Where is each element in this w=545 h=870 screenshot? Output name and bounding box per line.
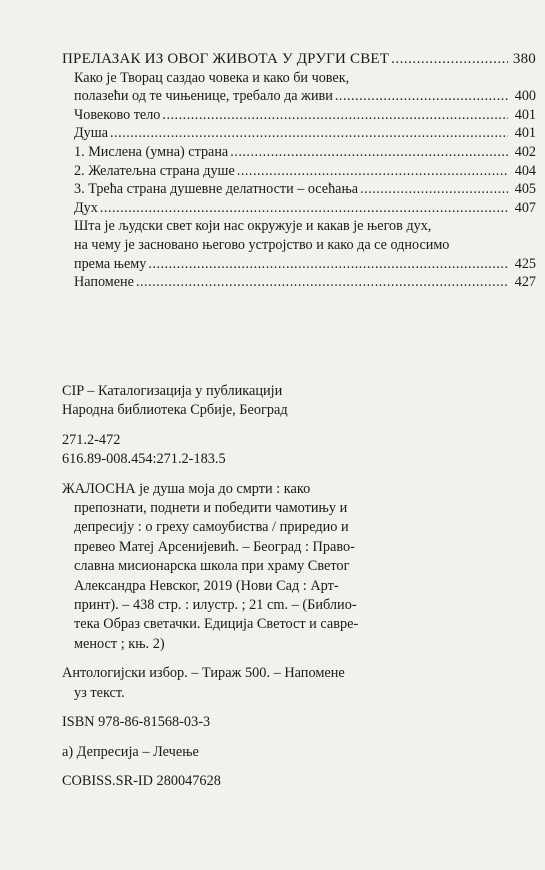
toc-leader-dots xyxy=(162,106,508,125)
cip-entry-line: препознати, поднети и победити чамотињу и xyxy=(74,500,348,517)
toc-page-number: 400 xyxy=(514,88,536,105)
cip-entry-line: принт). – 438 стр. : илустр. ; 21 cm. – (Библио- xyxy=(74,597,357,614)
toc-entry-text: Шта је људски свет који нас окружује и какав је његов дух, xyxy=(74,218,432,235)
cip-note-line-1: Антологијски избор. – Тираж 500. – Напомене xyxy=(62,665,345,682)
toc-chapter-title-text: ПРЕЛАЗАК ИЗ ОВОГ ЖИВОТА У ДРУГИ СВЕТ xyxy=(62,51,390,67)
table-of-contents xyxy=(62,50,536,292)
cip-entry-line: славна мисионарска школа при храму Светог xyxy=(74,558,350,575)
cip-udc-1: 271.2-472 xyxy=(62,431,121,448)
toc-leader-dots xyxy=(148,255,508,274)
toc-leader-dots xyxy=(360,180,508,199)
toc-leader-dots xyxy=(110,124,508,143)
toc-entry-text: Душа xyxy=(74,125,108,142)
cip-bibliographic-entry xyxy=(62,480,392,655)
toc-leader-dots xyxy=(230,143,508,162)
cip-note-line-2: уз текст. xyxy=(74,684,125,701)
toc-leader-dots xyxy=(335,87,508,106)
cip-entry-line: меност ; књ. 2) xyxy=(74,635,165,652)
toc-page-number: 427 xyxy=(514,274,536,291)
toc-entry xyxy=(62,180,536,199)
toc-entry xyxy=(62,199,536,218)
toc-leader-dots xyxy=(136,273,508,292)
toc-entry xyxy=(62,255,536,274)
toc-entry-text: Како је Творац саздао човека и како би човек, xyxy=(74,69,350,86)
toc-entry-text: Човеково тело xyxy=(74,106,161,123)
toc-entry-text: према њему xyxy=(74,255,147,272)
toc-page-number: 405 xyxy=(514,181,536,198)
toc-entry-text: 2. Желатељна страна душе xyxy=(74,162,235,179)
toc-page-number: 380 xyxy=(512,51,536,67)
toc-page-number: 401 xyxy=(514,106,536,123)
toc-leader-dots xyxy=(100,199,508,218)
cip-entry-line: тека Образ светачки. Едиција Светост и савре- xyxy=(74,616,359,633)
toc-leader-dots xyxy=(237,162,508,181)
toc-entry xyxy=(62,106,536,125)
toc-items xyxy=(62,69,536,292)
cip-header-line-2: Народна библиотека Србије, Београд xyxy=(62,402,288,419)
toc-page-number: 425 xyxy=(514,255,536,272)
toc-page-number: 404 xyxy=(514,162,536,179)
cip-subject: а) Депресија – Лечење xyxy=(62,743,199,760)
cip-header-line-1: CIP – Каталогизација у публикацији xyxy=(62,383,283,399)
cip-entry-line-1 xyxy=(62,480,392,499)
cip-entry-line: : како xyxy=(276,480,311,497)
toc-page-number: 402 xyxy=(514,143,536,160)
cip-entry-line: превео Матеј Арсенијевић. – Београд : Право- xyxy=(74,538,355,555)
cip-entry-line: Александра Невског, 2019 (Нови Сад : Арт- xyxy=(74,577,339,594)
toc-entry xyxy=(62,124,536,143)
toc-entry xyxy=(62,143,536,162)
cip-udc-2: 616.89-008.454:271.2-183.5 xyxy=(62,451,226,468)
toc-entry-text: полазећи од те чињенице, требало да живи xyxy=(74,88,333,105)
toc-entry-text: 3. Трећа страна душевне делатности – осећања xyxy=(74,181,359,198)
toc-entry xyxy=(62,273,536,292)
toc-entry-text: на чему је засновано његово устројство и како да се односимо xyxy=(74,236,450,253)
cip-entry-line: депресију : о греху самоубиства / приредио и xyxy=(74,519,349,536)
toc-entry-text: 1. Мислена (умна) страна xyxy=(74,143,229,160)
toc-leader-dots xyxy=(391,50,508,69)
cip-entry-title: ЖАЛОСНА је душа моја до смрти xyxy=(62,480,273,497)
toc-entry xyxy=(62,162,536,181)
cip-cobiss: COBISS.SR-ID 280047628 xyxy=(62,772,221,789)
cip-isbn: ISBN 978-86-81568-03-3 xyxy=(62,714,211,731)
toc-page-number: 407 xyxy=(514,199,536,216)
toc-entry xyxy=(62,87,536,106)
toc-page-number: 401 xyxy=(514,125,536,142)
cip-record xyxy=(62,382,392,791)
toc-entry-text: Дух xyxy=(74,199,98,216)
toc-chapter-title xyxy=(62,50,536,69)
toc-entry-text: Напомене xyxy=(74,274,134,291)
